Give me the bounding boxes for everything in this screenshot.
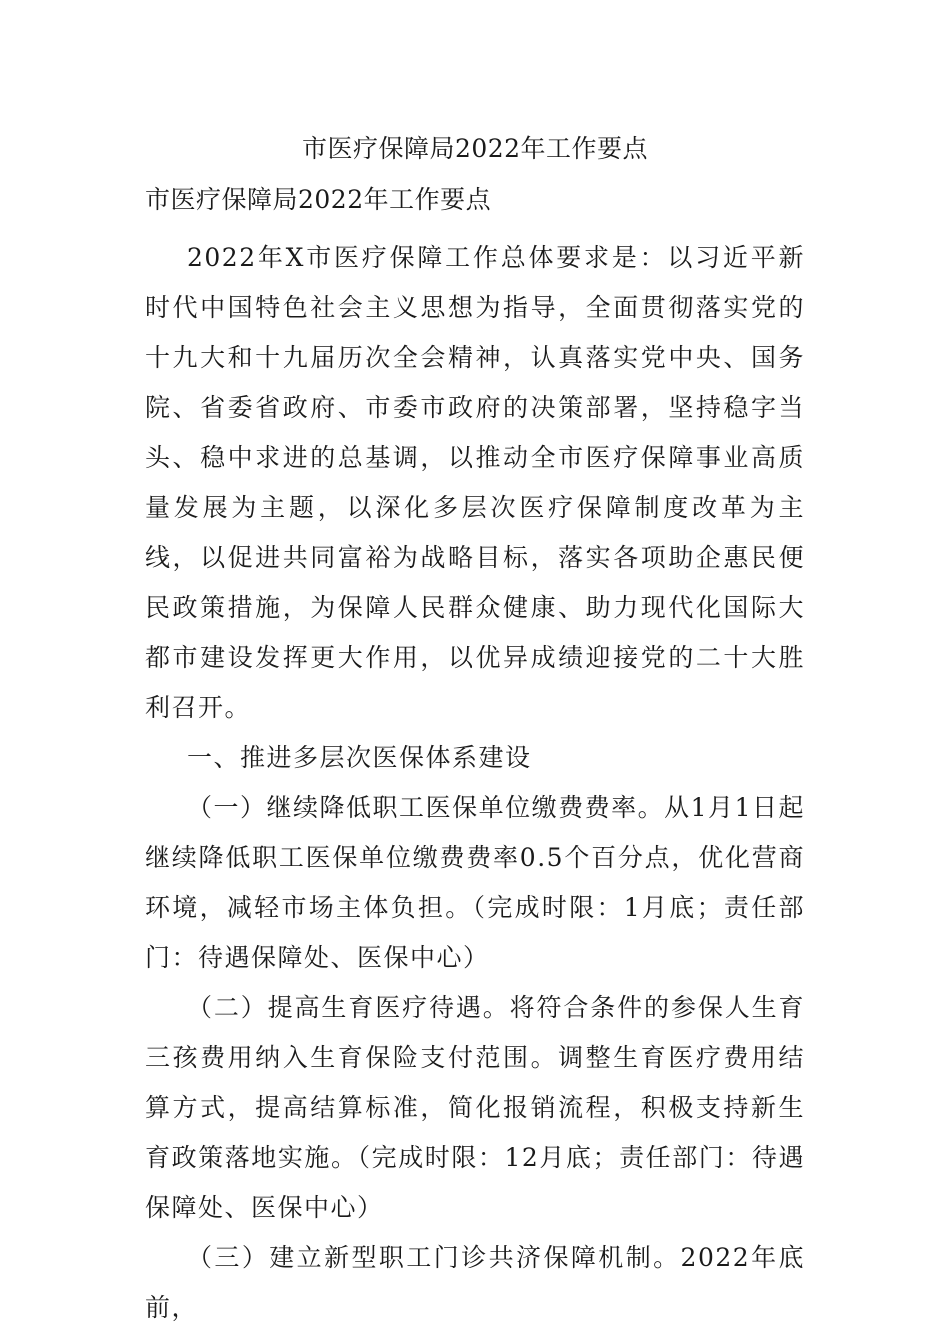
paragraph-item-3: （三）建立新型职工门诊共济保障机制。2022年底前， (145, 1243, 805, 1322)
section-heading-1: 一、推进多层次医保体系建设 (187, 743, 532, 772)
paragraph-general-requirements: 2022年X市医疗保障工作总体要求是：以习近平新时代中国特色社会主义思想为指导，全面贯彻落实党的十九大和十九届历次全会精神，认真落实党中央、国务院、省委省政府、市委市政府的决策部署，坚持稳字当头、稳中求进的总基调，以推动全市医疗保障事业高质量发展为主题，以深化多层次医疗保障制度改革为主线，以促进共同富裕为战略目标，落实各项助企惠民便民政策措施，为保障人民群众健康、助力现代化国际大都市建设发挥更大作用，以优异成绩迎接党的二十大胜利召开。 (145, 243, 805, 722)
document-body (145, 233, 805, 1333)
paragraph-item-1: （一）继续降低职工医保单位缴费费率。从1月1日起继续降低职工医保单位缴费费率0.5个百分点，优化营商环境，减轻市场主体负担。（完成时限：1月底；责任部门：待遇保障处、医保中心） (145, 793, 805, 972)
document-subtitle: 市医疗保障局2022年工作要点 (145, 185, 492, 214)
paragraph-item-2: （二）提高生育医疗待遇。将符合条件的参保人生育三孩费用纳入生育保险支付范围。调整生育医疗费用结算方式，提高结算标准，简化报销流程，积极支持新生育政策落地实施。（完成时限：12月底；责任部门：待遇保障处、医保中心） (145, 993, 805, 1222)
document-title: 市医疗保障局2022年工作要点 (301, 134, 649, 163)
